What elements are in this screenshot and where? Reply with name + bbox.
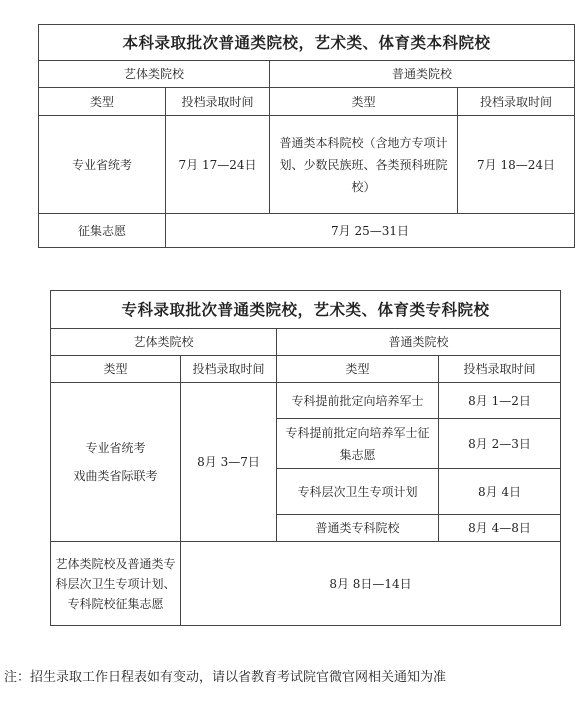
general-time-cell: 8月 2—3日: [439, 419, 561, 469]
column-header-time: 投档录取时间: [166, 88, 270, 116]
column-header-type: 类型: [51, 356, 181, 383]
column-header-time: 投档录取时间: [181, 356, 277, 383]
general-type-cell: 专科提前批定向培养军士: [277, 383, 439, 419]
arts-type-line: 专业省统考: [85, 441, 146, 455]
group-header-arts: 艺体类院校: [39, 61, 270, 88]
column-header-time: 投档录取时间: [439, 356, 561, 383]
arts-type-cell: [51, 383, 181, 542]
solicit-time-cell: 8月 8日—14日: [181, 542, 561, 626]
footnote: 注：招生录取工作日程表如有变动，请以省教育考试院官微官网相关通知为准: [4, 670, 447, 685]
solicit-label-cell: 征集志愿: [39, 214, 166, 248]
general-type-cell: 普通类本科院校（含地方专项计划、少数民族班、各类预科班院校）: [270, 116, 458, 214]
arts-type-cell: 专业省统考: [39, 116, 166, 214]
arts-type-line: 戏曲类省际联考: [73, 469, 158, 483]
table-title: 专科录取批次普通类院校，艺术类、体育类专科院校: [51, 291, 561, 329]
column-header-type: 类型: [39, 88, 166, 116]
general-type-cell: 专科层次卫生专项计划: [277, 469, 439, 515]
general-time-cell: 8月 4—8日: [439, 515, 561, 542]
table-title: 本科录取批次普通类院校，艺术类、体育类本科院校: [39, 25, 575, 61]
general-time-cell: 8月 4日: [439, 469, 561, 515]
arts-time-cell: 7月 17—24日: [166, 116, 270, 214]
column-header-time: 投档录取时间: [458, 88, 575, 116]
general-time-cell: 8月 1—2日: [439, 383, 561, 419]
junior-college-schedule-table: [50, 290, 561, 626]
solicit-label-cell: 艺体类院校及普通类专科层次卫生专项计划、专科院校征集志愿: [51, 542, 181, 626]
arts-time-cell: 8月 3—7日: [181, 383, 277, 542]
undergraduate-schedule-table: [38, 24, 575, 248]
group-header-arts: 艺体类院校: [51, 329, 277, 356]
group-header-general: 普通类院校: [270, 61, 575, 88]
general-time-cell: 7月 18—24日: [458, 116, 575, 214]
column-header-type: 类型: [277, 356, 439, 383]
column-header-type: 类型: [270, 88, 458, 116]
general-type-cell: 普通类专科院校: [277, 515, 439, 542]
group-header-general: 普通类院校: [277, 329, 561, 356]
general-type-cell: 专科提前批定向培养军士征集志愿: [277, 419, 439, 469]
solicit-time-cell: 7月 25—31日: [166, 214, 575, 248]
